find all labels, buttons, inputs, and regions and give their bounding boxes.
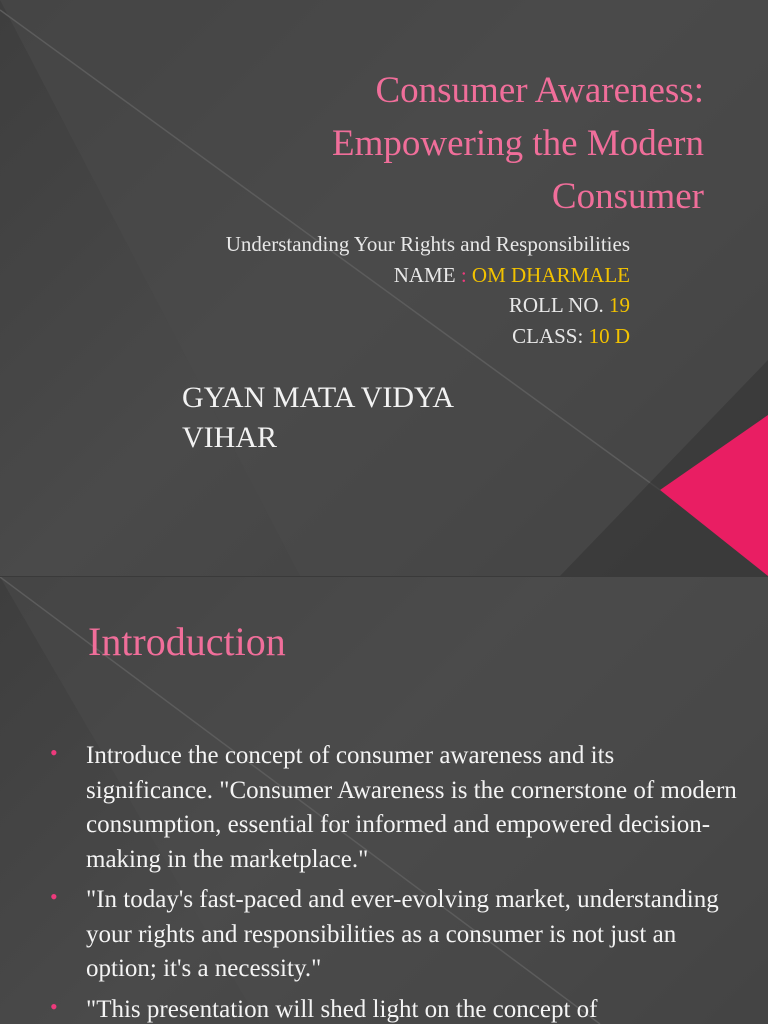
- bullet-icon: •: [50, 993, 58, 1019]
- school-name: GYAN MATA VIDYA VIHAR: [182, 381, 453, 454]
- roll-line: [100, 290, 630, 321]
- bullet-list: [48, 739, 738, 1024]
- roll-label: ROLL NO.: [508, 293, 604, 317]
- presentation-title: Consumer Awareness: Empowering the Modern Consumer: [332, 70, 704, 217]
- bullet-item: [48, 993, 738, 1024]
- slide-heading: Introduction: [88, 619, 286, 664]
- name-separator: :: [455, 262, 472, 287]
- bullet-item: [48, 883, 738, 987]
- bullet-icon: •: [50, 740, 58, 765]
- bullet-icon: •: [50, 884, 58, 909]
- class-line: [100, 321, 630, 352]
- subtitle: Understanding Your Rights and Responsibilities: [225, 232, 630, 256]
- name-label: NAME: [393, 262, 456, 287]
- name-value: OM DHARMALE: [471, 262, 630, 287]
- class-label: CLASS:: [512, 323, 584, 348]
- bullet-item: [48, 739, 738, 877]
- bullet-text: "In today's fast-paced and ever-evolving market, understanding your rights and responsibilities as a consumer is not just an option; it's a necessity.": [86, 886, 719, 982]
- bullet-text: "This presentation will shed light on the concept of: [86, 995, 598, 1023]
- roll-value: 19: [609, 293, 630, 317]
- name-line: [100, 260, 630, 291]
- introduction-slide: [0, 577, 768, 1024]
- bullet-text: Introduce the concept of consumer awareness and its significance. "Consumer Awareness is the cornerstone of modern consumption, essential for informed and empowered decision-making in the marketplace.": [86, 742, 737, 873]
- class-value: 10 D: [588, 323, 630, 348]
- subtitle-block: [100, 229, 630, 351]
